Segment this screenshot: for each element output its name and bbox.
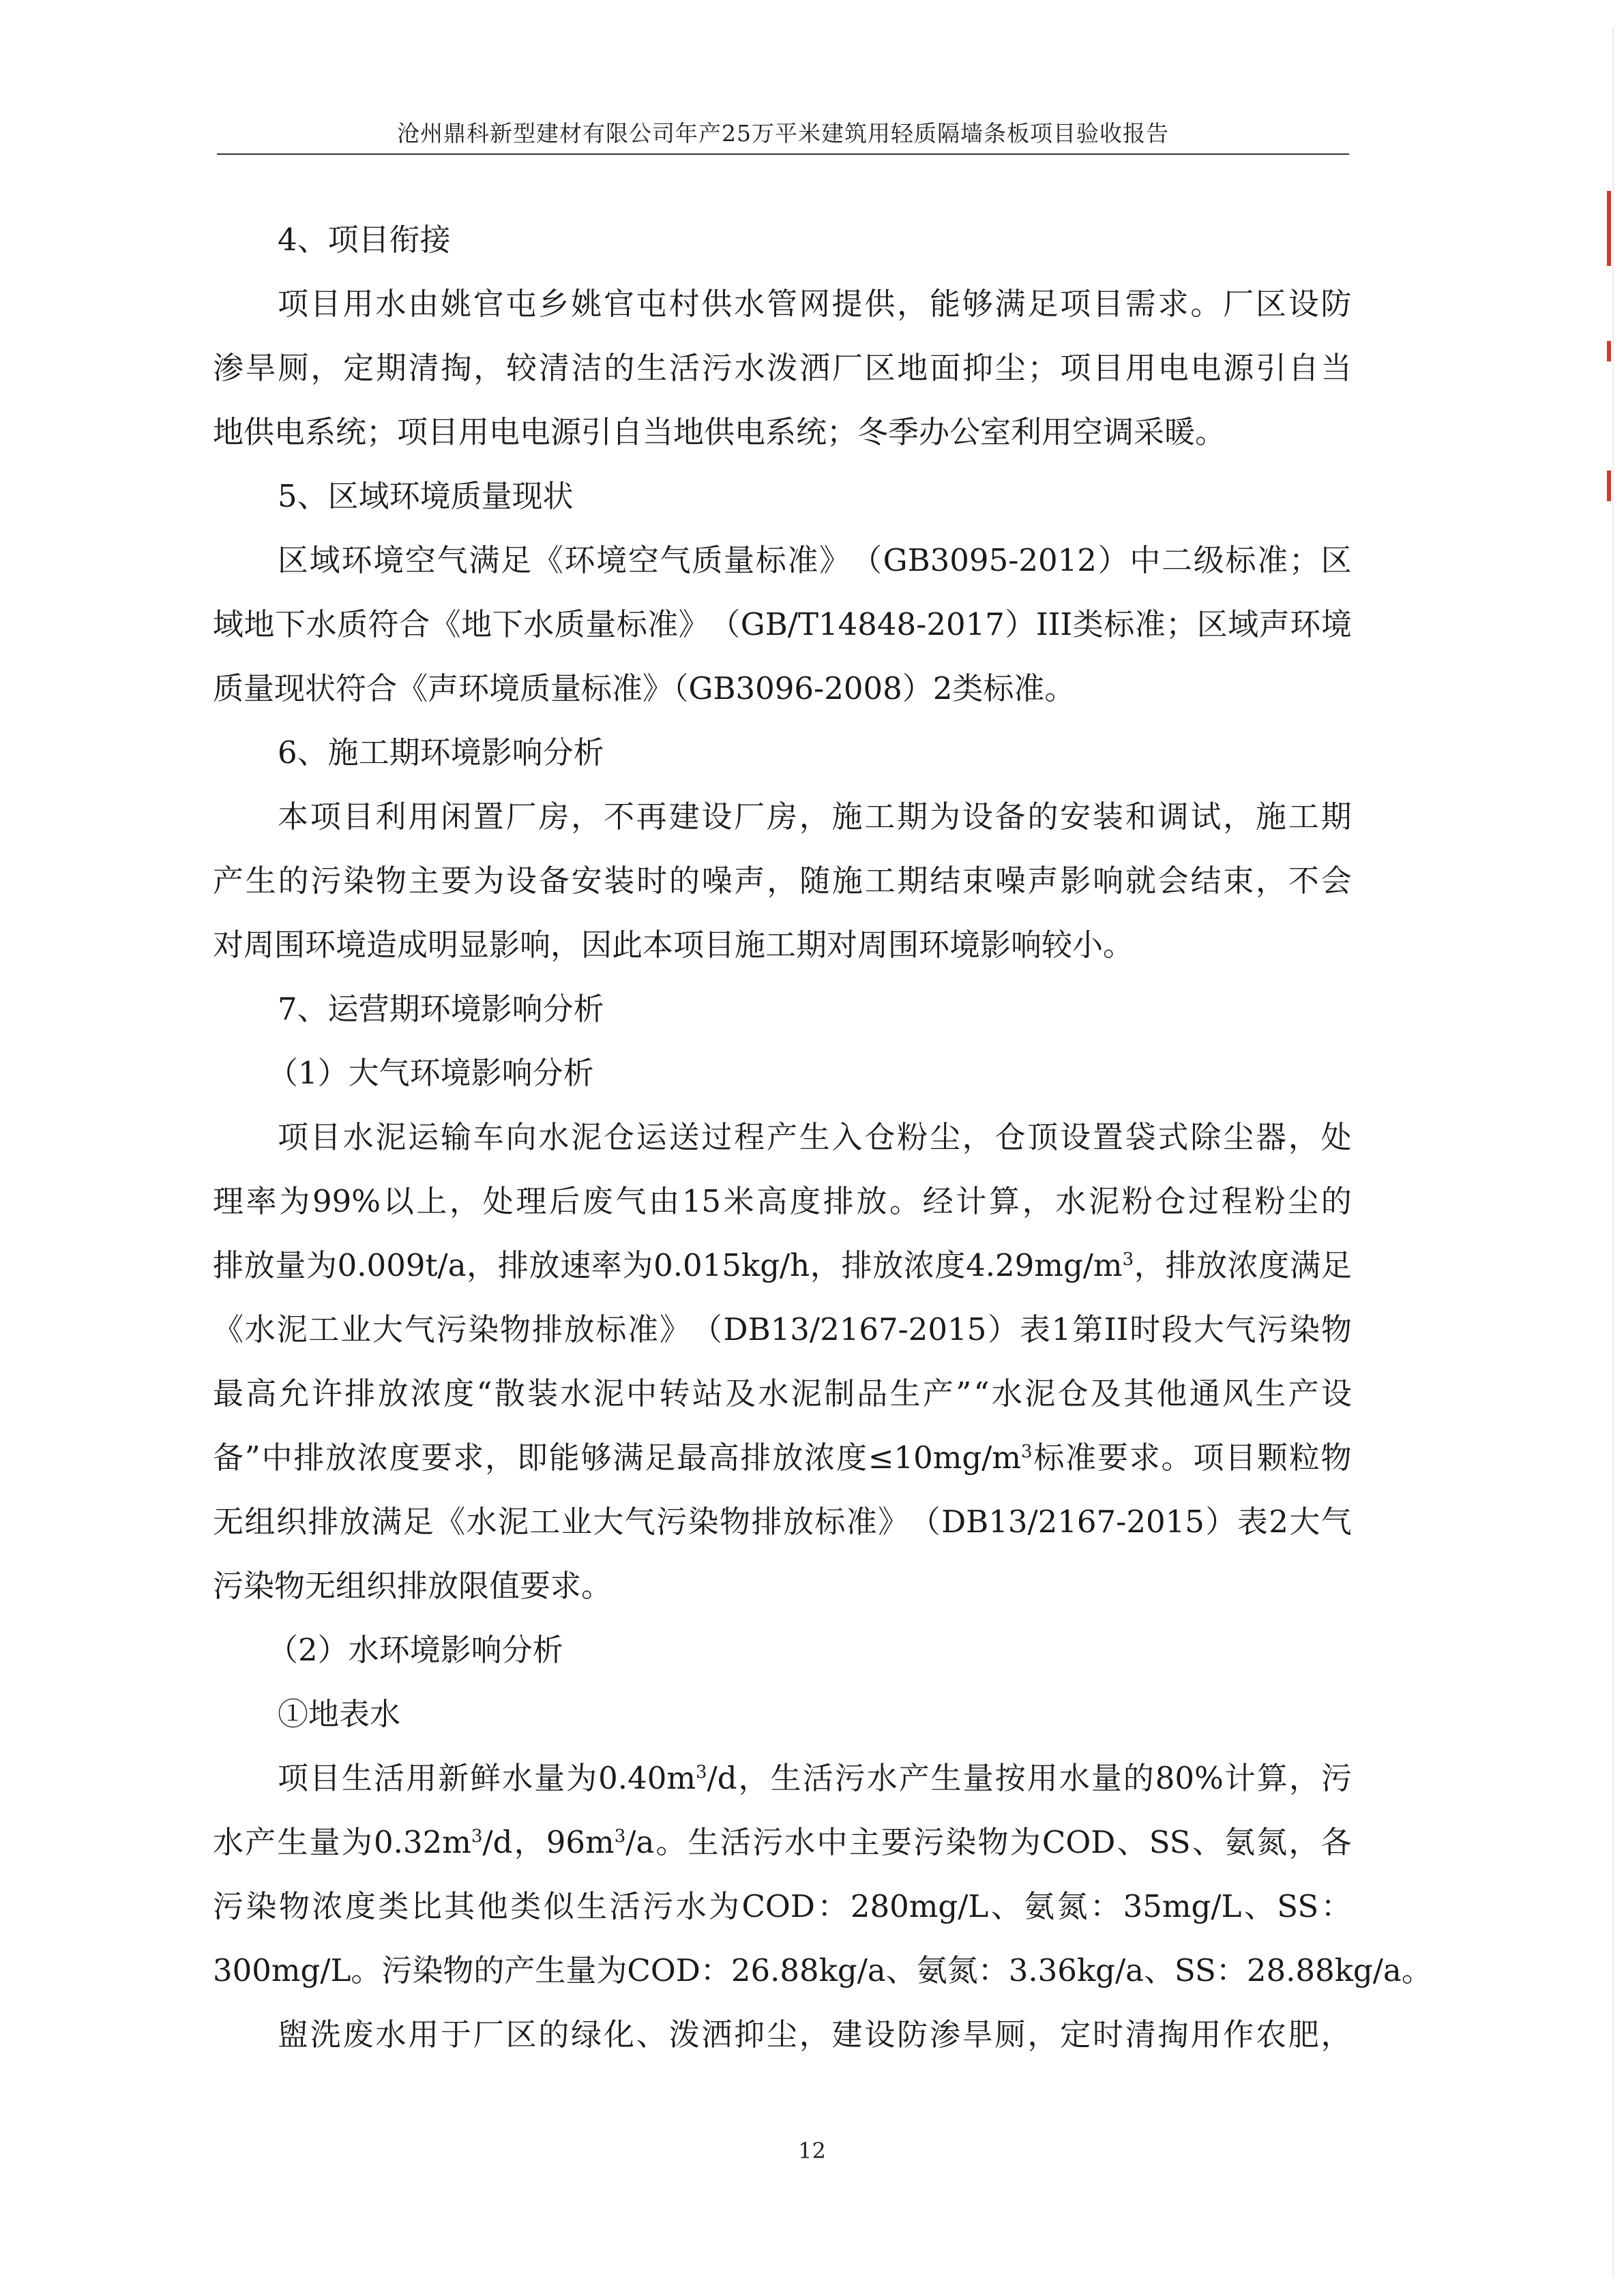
section-heading: 7、运营期环境影响分析 [278, 991, 604, 1027]
paragraph-line: 项 目 用 水 由 姚 官 屯 乡 姚 官 屯 村 供 水 管 网 提 供 ， 能 够 满 足 项 目 需 求 。 厂 区 设 防 [278, 286, 1352, 322]
paragraph-line: 质量现状符合《声环境质量标准》（GB3096-2008）2类标准。 [213, 670, 1076, 706]
section-heading: （1）大气环境影响分析 [267, 1055, 594, 1091]
paragraph-line: 产 生 的 污 染 物 主 要 为 设 备 安 装 时 的 噪 声 ， 随 施 工 期 结 束 噪 声 影 响 就 会 结 束 ， 不 会 [213, 863, 1352, 899]
paragraph-line: 理 率 为 99% 以 上 ， 处 理 后 废 气 由 15 米 高 度 排 放 。 经 计 算 ， 水 泥 粉 仓 过 程 粉 尘 的 [213, 1183, 1352, 1219]
binding-mark [1607, 341, 1611, 361]
paragraph-line: 本 项 目 利 用 闲 置 厂 房 ， 不 再 建 设 厂 房 ， 施 工 期 为 设 备 的 安 装 和 调 试 ， 施 工 期 [278, 799, 1352, 835]
binding-mark [1607, 471, 1611, 501]
paragraph-line: 《 水 泥 工 业 大 气 污 染 物 排 放 标 准 》 （ DB13/2167-2015 ） 表 1 第 II 时 段 大 气 污 染 物 [213, 1311, 1352, 1347]
paragraph-line: 对周围环境造成明显影响，因此本项目施工期对周围环境影响较小。 [213, 927, 1134, 963]
paragraph-line: 项 目 水 泥 运 输 车 向 水 泥 仓 运 送 过 程 产 生 入 仓 粉 尘 ， 仓 顶 设 置 袋 式 除 尘 器 ， 处 [278, 1119, 1352, 1155]
paragraph-line: 水 产 生 量 为 $0.32m^3/d$ ， $96m^3/a$ 。 生 活 污 水 中 主 要 污 染 物 为 COD 、 SS 、 氨 氮 ， 各 [213, 1824, 1352, 1860]
scan-edge-line [1612, 27, 1614, 2278]
paragraph-line: 渗 旱 厕 ， 定 期 清 掏 ， 较 清 洁 的 生 活 污 水 泼 洒 厂 区 地 面 抑 尘 ； 项 目 用 电 电 源 引 自 当 [213, 350, 1352, 386]
paragraph-line: 盥 洗 废 水 用 于 厂 区 的 绿 化 、 泼 洒 抑 尘 ， 建 设 防 渗 旱 厕 ， 定 时 清 掏 用 作 农 肥 ， [278, 2016, 1352, 2053]
section-heading: 4、项目衔接 [278, 222, 451, 258]
paragraph-line: 域 地 下 水 质 符 合 《 地 下 水 质 量 标 准 》 （ GB/T14848-2017 ） III 类 标 准 ； 区 域 声 环 境 [213, 606, 1352, 642]
binding-mark [1607, 191, 1611, 266]
paragraph-line: 污染物无组织排放限值要求。 [213, 1568, 612, 1604]
paragraph-line: 地供电系统；项目用电电源引自当地供电系统；冬季办公室利用空调采暖。 [213, 414, 1226, 450]
section-heading: 5、区域环境质量现状 [278, 478, 574, 514]
paragraph-line: 无 组 织 排 放 满 足 《 水 泥 工 业 大 气 污 染 物 排 放 标 准 》 （ DB13/2167-2015 ） 表 2 大 气 [213, 1504, 1352, 1540]
paragraph-line: 污 染 物 浓 度 类 比 其 他 类 似 生 活 污 水 为 COD ： 280mg/L 、 氨 氮 ： 35mg/L 、 SS ： [213, 1888, 1352, 1924]
page-number: 12 [798, 2138, 826, 2164]
paragraph-line: 备 ” 中 排 放 浓 度 要 求 ， 即 能 够 满 足 最 高 排 放 浓 度 $\le 10mg/m^3$ 标 准 要 求 。 项 目 颗 粒 物 [213, 1440, 1352, 1476]
header-rule [217, 153, 1349, 155]
paragraph-line: 最 高 允 许 排 放 浓 度 “ 散 装 水 泥 中 转 站 及 水 泥 制 品 生 产 ” “ 水 泥 仓 及 其 他 通 风 生 产 设 [213, 1375, 1352, 1412]
paragraph-line: 排 放 量 为 0.009t/a ， 排 放 速 率 为 0.015kg/h ， 排 放 浓 度 $4.29mg/m^3$ ， 排 放 浓 度 满 足 [213, 1247, 1352, 1283]
section-heading: ①地表水 [278, 1696, 401, 1732]
body-text [213, 208, 1432, 2067]
section-heading: 6、施工期环境影响分析 [278, 734, 604, 771]
section-heading: （2）水环境影响分析 [267, 1632, 563, 1668]
paragraph-line: 项 目 生 活 用 新 鲜 水 量 为 $0.40m^3/d$ ， 生 活 污 水 产 生 量 按 用 水 量 的 80% 计 算 ， 污 [278, 1760, 1352, 1796]
running-header: 沧州鼎科新型建材有限公司年产25万平米建筑用轻质隔墙条板项目验收报告 [397, 120, 1169, 147]
paragraph-line: 300mg/L。污染物的产生量为COD：26.88kg/a、氨氮：3.36kg/a、SS：28.88kg/a。 [213, 1952, 1432, 1988]
paragraph-line: 区 域 环 境 空 气 满 足 《 环 境 空 气 质 量 标 准 》 （ GB3095-2012 ） 中 二 级 标 准 ； 区 [278, 542, 1352, 578]
